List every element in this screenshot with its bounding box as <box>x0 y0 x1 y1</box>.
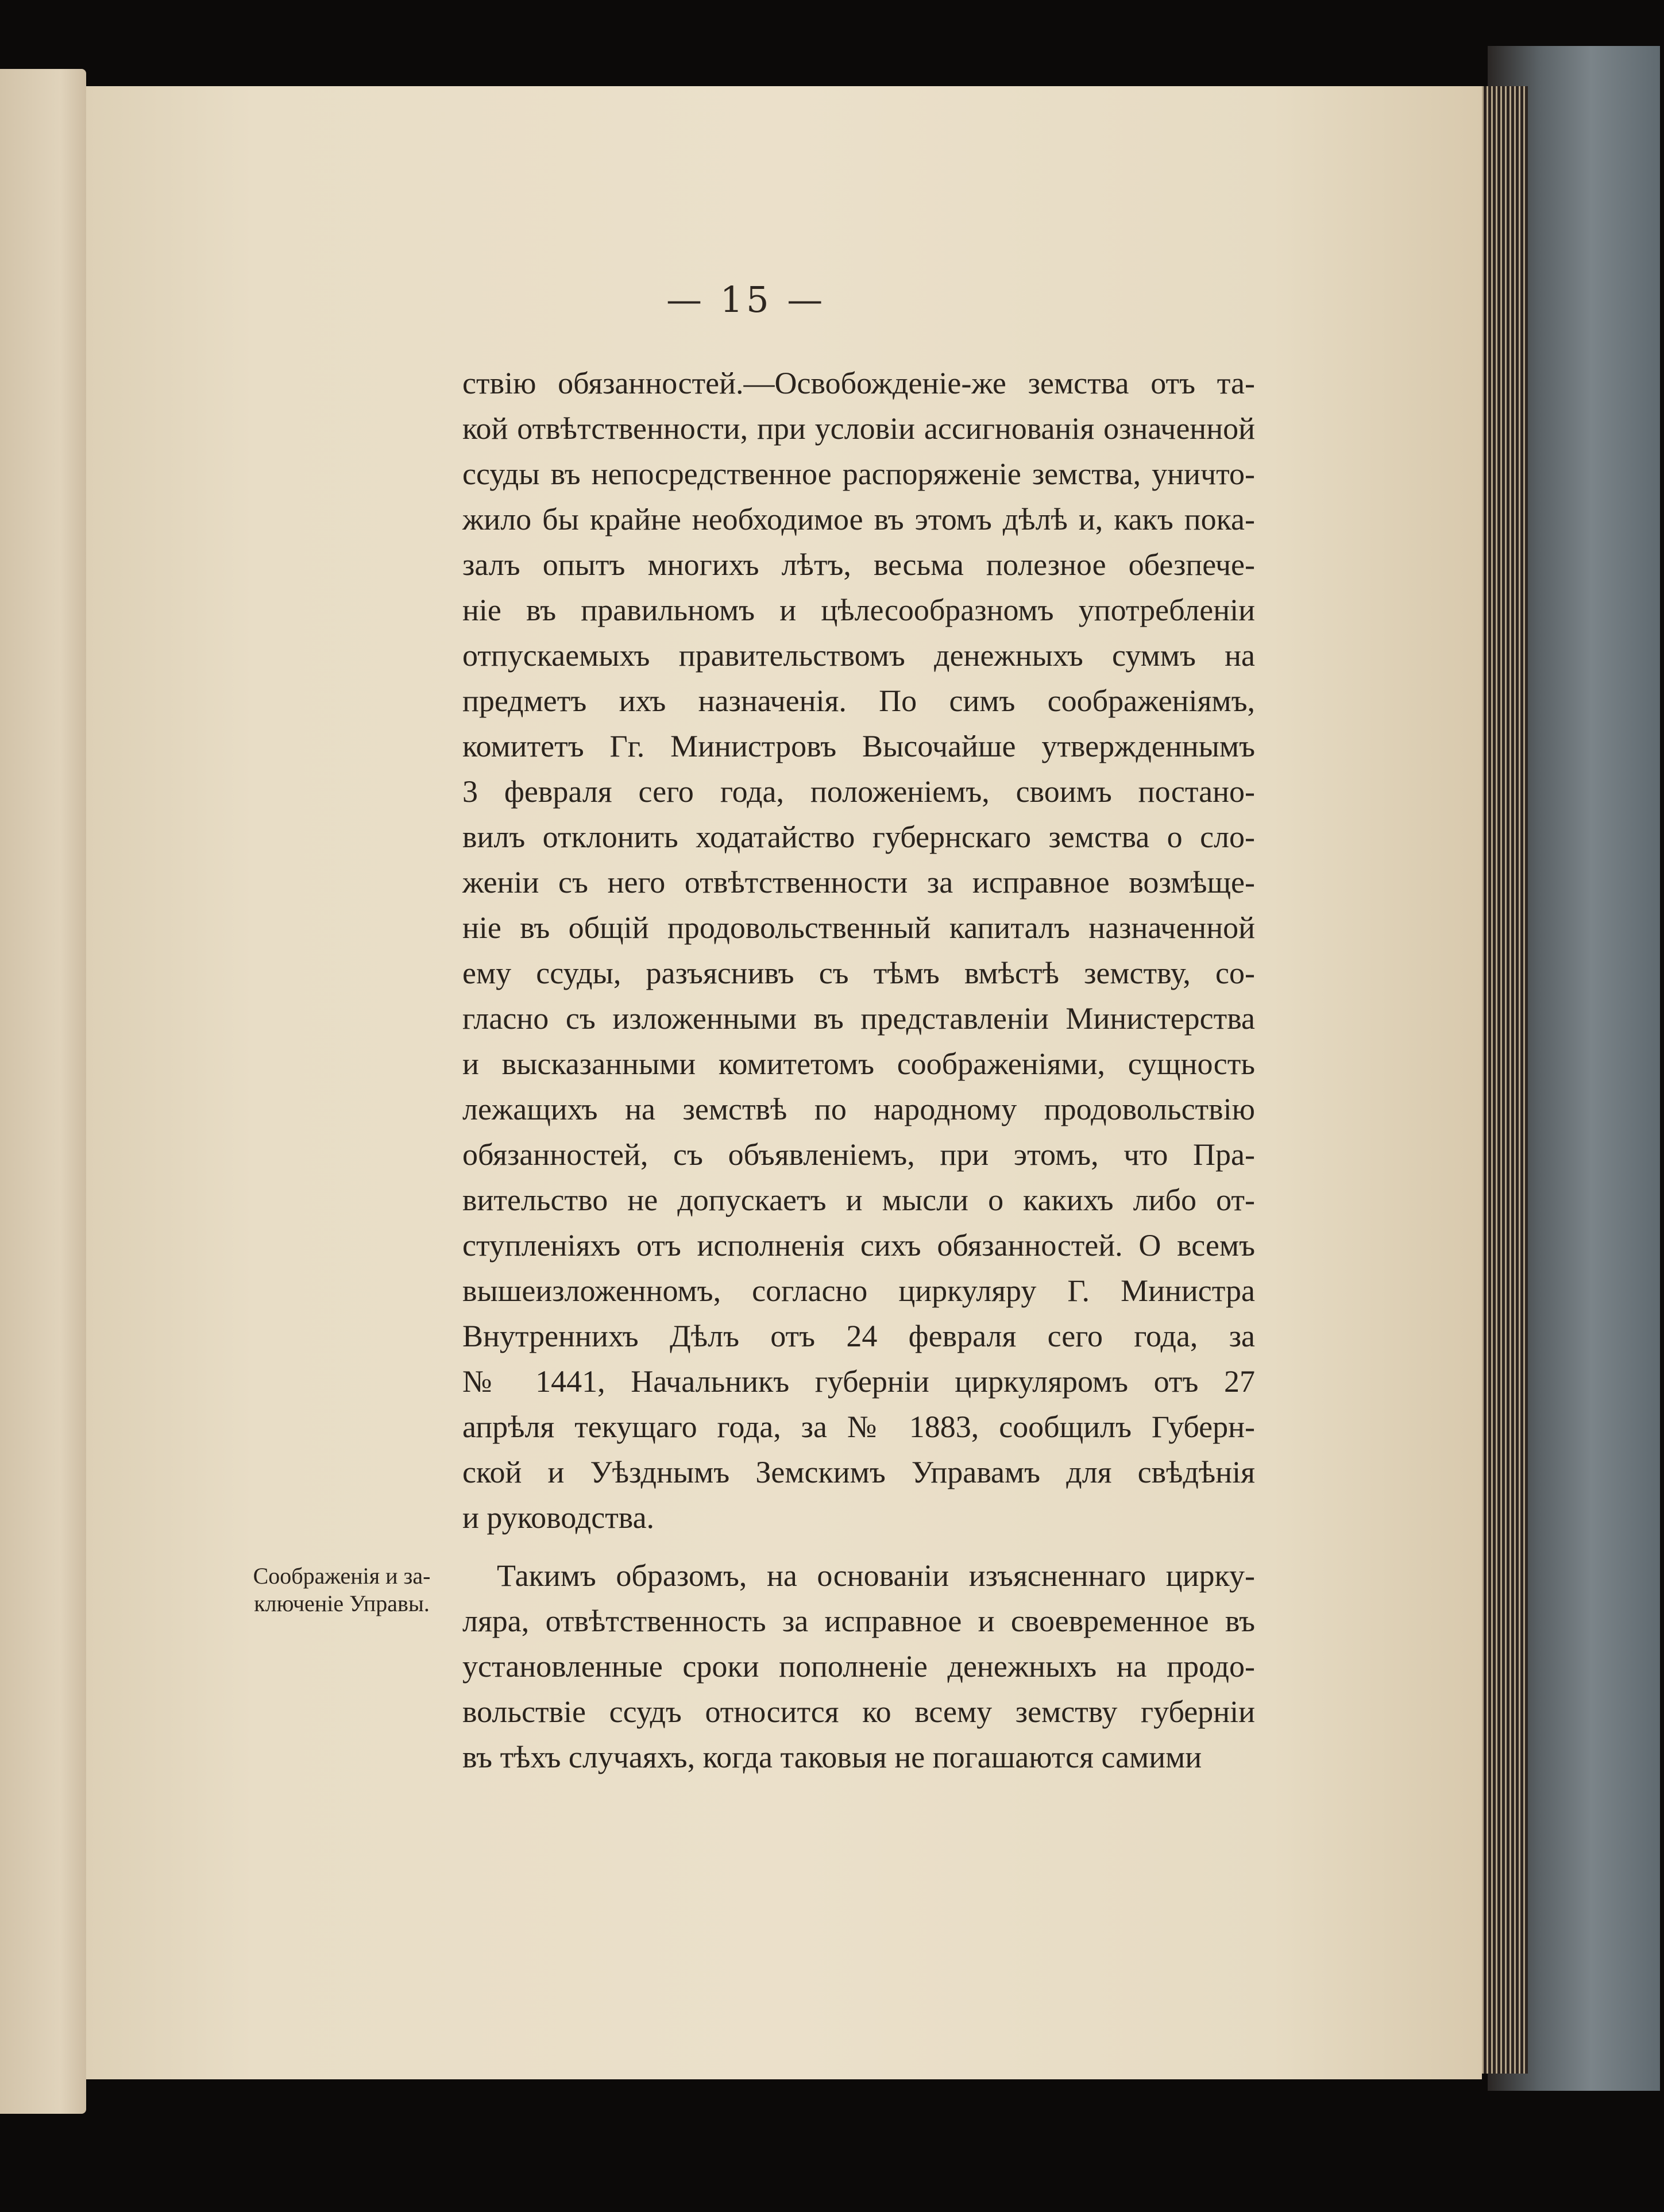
text-line: апрѣля текущаго года, за № 1883, сообщилъ Губерн- <box>462 1410 1255 1444</box>
page-stack-edge <box>1479 86 1528 2074</box>
text-line: комитетъ Гг. Министровъ Высочайше утвержденнымъ <box>462 729 1255 763</box>
text-line: гласно съ изложенными въ представленіи Министерства <box>462 1001 1255 1036</box>
text-line: и высказанными комитетомъ соображеніями, сущность <box>462 1047 1255 1081</box>
text-line: вительство не допускаетъ и мысли о какихъ либо от- <box>462 1183 1255 1217</box>
text-line: залъ опытъ многихъ лѣтъ, весьма полезное обезпече- <box>462 547 1255 582</box>
text-line: установленные сроки пополненіе денежныхъ на продо- <box>462 1649 1255 1684</box>
text-line: предметъ ихъ назначенія. По симъ соображеніямъ, <box>462 684 1255 718</box>
text-line: ствію обязанностей.—Освобожденіе-же земства отъ та- <box>462 366 1255 400</box>
text-line: ніе въ общій продовольственный капиталъ назначенной <box>462 910 1255 945</box>
text-line: отпускаемыхъ правительствомъ денежныхъ суммъ на <box>462 638 1255 673</box>
text-line: въ тѣхъ случаяхъ, когда таковыя не погашаются самими <box>462 1740 1202 1774</box>
text-line: № 1441, Начальникъ губерніи циркуляромъ отъ 27 <box>462 1364 1255 1399</box>
text-line: ской и Уѣзднымъ Земскимъ Управамъ для свѣдѣнія <box>462 1455 1255 1489</box>
body-text <box>462 361 1255 1780</box>
margin-note <box>235 1562 448 1617</box>
text-line: и руководства. <box>462 1500 655 1535</box>
text-line: ляра, отвѣтственность за исправное и своевременное въ <box>462 1604 1255 1638</box>
paragraph-gap <box>462 1541 1255 1553</box>
text-line: ему ссуды, разъяснивъ съ тѣмъ вмѣстѣ земству, со- <box>462 956 1255 990</box>
text-line: вольствіе ссудъ относится ко всему земству губерніи <box>462 1694 1255 1729</box>
facing-page-edge <box>0 69 86 2114</box>
text-line: кой отвѣтственности, при условіи ассигнованія означенной <box>462 411 1255 446</box>
text-line: вышеизложенномъ, согласно циркуляру Г. Министра <box>462 1273 1255 1308</box>
text-line: жило бы крайне необходимое въ этомъ дѣлѣ и, какъ пока- <box>462 502 1255 536</box>
text-line: вилъ отклонить ходатайство губернскаго земства о сло- <box>462 820 1255 854</box>
margin-note-line: Соображенія и за- <box>253 1563 431 1589</box>
text-line: женіи съ него отвѣтственности за исправное возмѣще- <box>462 865 1255 900</box>
margin-note-line: ключеніе Управы. <box>254 1591 430 1616</box>
text-line: ступленіяхъ отъ исполненія сихъ обязанностей. О всемъ <box>462 1228 1255 1263</box>
page-number: — 15 — <box>666 279 827 321</box>
text-line: 3 февраля сего года, положеніемъ, своимъ постано- <box>462 774 1255 809</box>
text-line: обязанностей, съ объявленіемъ, при этомъ, что Пра- <box>462 1137 1255 1172</box>
text-line: Внутреннихъ Дѣлъ отъ 24 февраля сего года, за <box>462 1319 1255 1353</box>
text-line: Такимъ образомъ, на основаніи изъясненнаго цирку- <box>497 1558 1255 1593</box>
text-line: ніе въ правильномъ и цѣлесообразномъ употребленіи <box>462 593 1255 627</box>
text-line: лежащихъ на земствѣ по народному продовольствію <box>462 1092 1255 1126</box>
text-line: ссуды въ непосредственное распоряженіе земства, уничто- <box>462 457 1255 491</box>
